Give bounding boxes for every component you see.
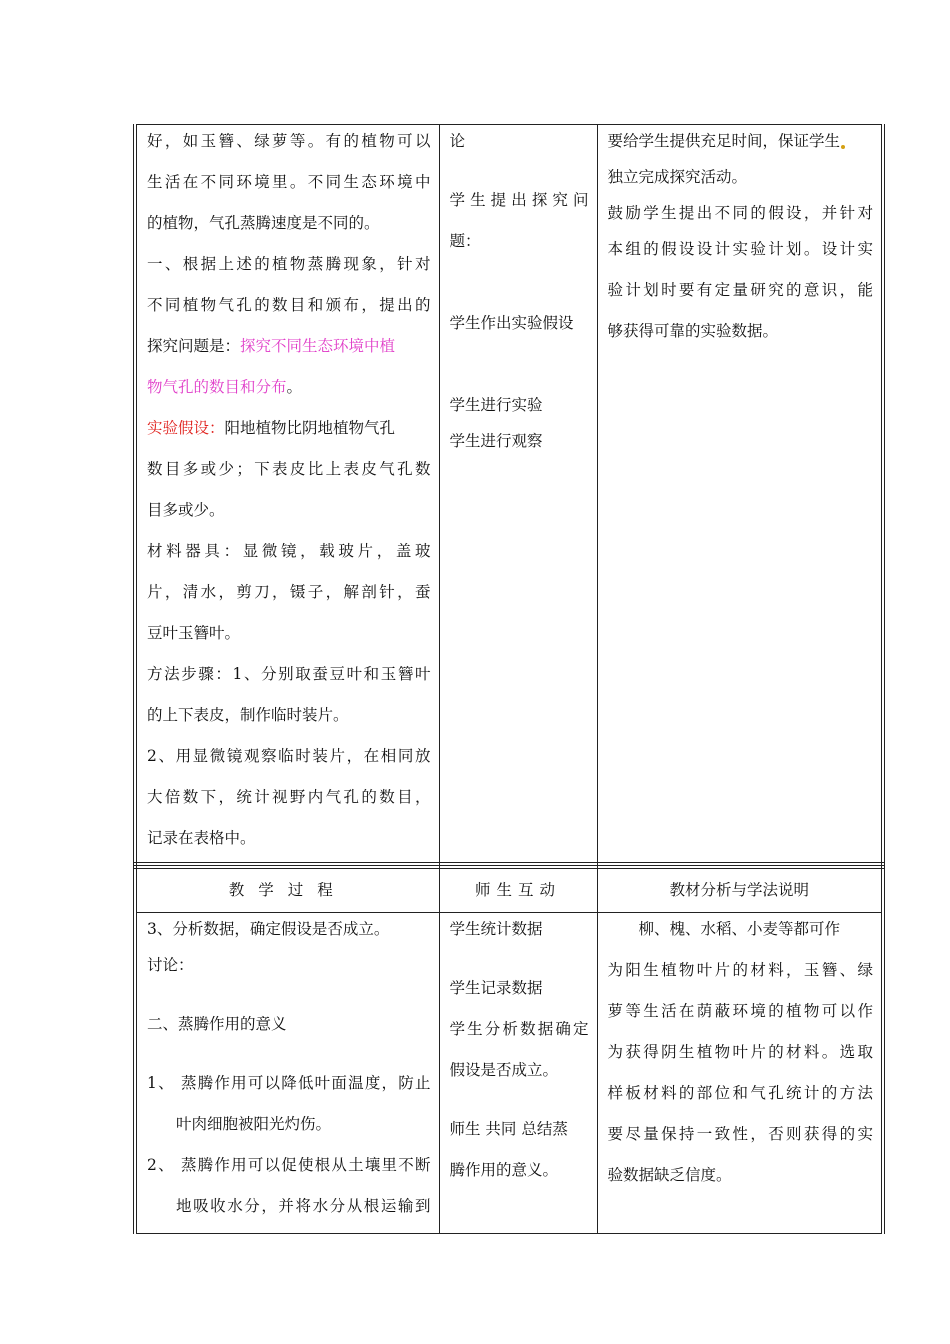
text-line: 学生记录数据 [449,979,543,997]
text-line: 记录在表格中。 [147,829,256,847]
header-analysis: 教材分析与学法说明 [597,864,883,913]
text-line: 验计划时要有定量研究的意识，能 [607,281,873,299]
text-line: 物气孔的数目和分布。 [147,378,303,396]
text-line: 学生进行观察 [449,432,543,450]
mark-dot [841,145,845,149]
text-line: 学生分析数据确定 [449,1020,589,1038]
text-line: 为获得阴生植物叶片的材料。选取 [607,1043,873,1061]
text-line: 论 [449,132,466,150]
text-line: 学生作出实验假设 [449,314,574,332]
research-question-text: 物气孔的数目和分布 [147,378,287,396]
text-line: 独立完成探究活动。 [607,168,748,186]
text-line: 方法步骤：1、分别取蚕豆叶和玉簪叶 [147,665,431,683]
text-line: 师生 共同 总结蒸 [449,1120,568,1138]
text-line: 本组的假设设计实验计划。设计实 [607,240,873,258]
text-line: 豆叶玉簪叶。 [147,624,241,642]
teaching-process-cell [135,125,439,868]
text-line: 不同植物气孔的数目和颁布，提出的 [147,296,431,314]
text-line: 样板材料的部位和气孔统计的方法 [607,1084,873,1102]
text-line: 的植物，气孔蒸腾速度是不同的。 [147,214,380,232]
text-line: 目多或少。 [147,501,225,519]
text-line: 2、 蒸腾作用可以促使根从土壤里不断 [147,1156,431,1174]
text-line: 假设是否成立。 [449,1061,559,1079]
research-question-text: 探究不同生态环境中植 [240,337,396,355]
text-line: 一、根据上述的植物蒸腾现象，针对 [147,255,431,273]
header-teaching-process: 教学过程 [135,864,439,913]
text-line: 的上下表皮，制作临时装片。 [147,706,349,724]
text-line: 实验假设：阳地植物比阴地植物气孔 [147,419,396,437]
interaction-cell [439,913,597,1234]
text-line: 3、分析数据，确定假设是否成立。 [147,920,390,938]
text-line: 题： [449,232,481,250]
text-line: 要给学生提供充足时间，保证学生 [608,127,874,163]
lesson-table [133,862,885,1234]
text-line: 好，如玉簪、绿萝等。有的植物可以 [147,132,431,150]
text-line: 够获得可靠的实验数据。 [607,322,779,340]
text-line: 叶肉细胞被阳光灼伤。 [176,1115,332,1133]
text-line: 验数据缺乏信度。 [607,1166,732,1184]
text-line: 地吸收水分，并将水分从根运输到 [176,1197,431,1215]
header-interaction: 师生互动 [439,864,597,913]
text-line: 1、 蒸腾作用可以降低叶面温度，防止 [147,1074,431,1092]
analysis-cell [597,913,883,1234]
text-line: 二、蒸腾作用的意义 [147,1015,287,1033]
text-line: 腾作用的意义。 [449,1161,559,1179]
interaction-cell [439,125,597,868]
text-line: 探究问题是：探究不同生态环境中植 [147,337,396,355]
text-line: 为阳生植物叶片的材料，玉簪、绿 [607,961,873,979]
text-line: 2、用显微镜观察临时装片，在相同放 [147,747,431,765]
text-line: 鼓励学生提出不同的假设，并针对 [607,204,873,222]
lesson-table-continued [133,124,885,869]
analysis-cell [597,125,883,868]
text-line: 片，清水，剪刀，镊子，解剖针，蚕 [147,583,431,601]
text-line: 学生提出探究问 [449,191,589,209]
text-line: 大倍数下，统计视野内气孔的数目， [147,788,431,806]
text-line: 材料器具：显微镜，载玻片，盖玻 [147,542,431,560]
text-line: 数目多或少；下表皮比上表皮气孔数 [147,460,431,478]
text-line: 生活在不同环境里。不同生态环境中 [147,173,431,191]
text-line: 学生统计数据 [449,920,543,938]
hypothesis-label: 实验假设： [147,419,225,437]
text-line: 讨论： [147,956,194,974]
text-line: 柳、槐、水稻、小麦等都可作 [638,920,841,938]
text-line: 要尽量保持一致性，否则获得的实 [607,1125,873,1143]
teaching-process-cell [135,913,439,1234]
text-line: 萝等生活在荫蔽环境的植物可以作 [607,1002,873,1020]
text-line: 学生进行实验 [449,396,543,414]
